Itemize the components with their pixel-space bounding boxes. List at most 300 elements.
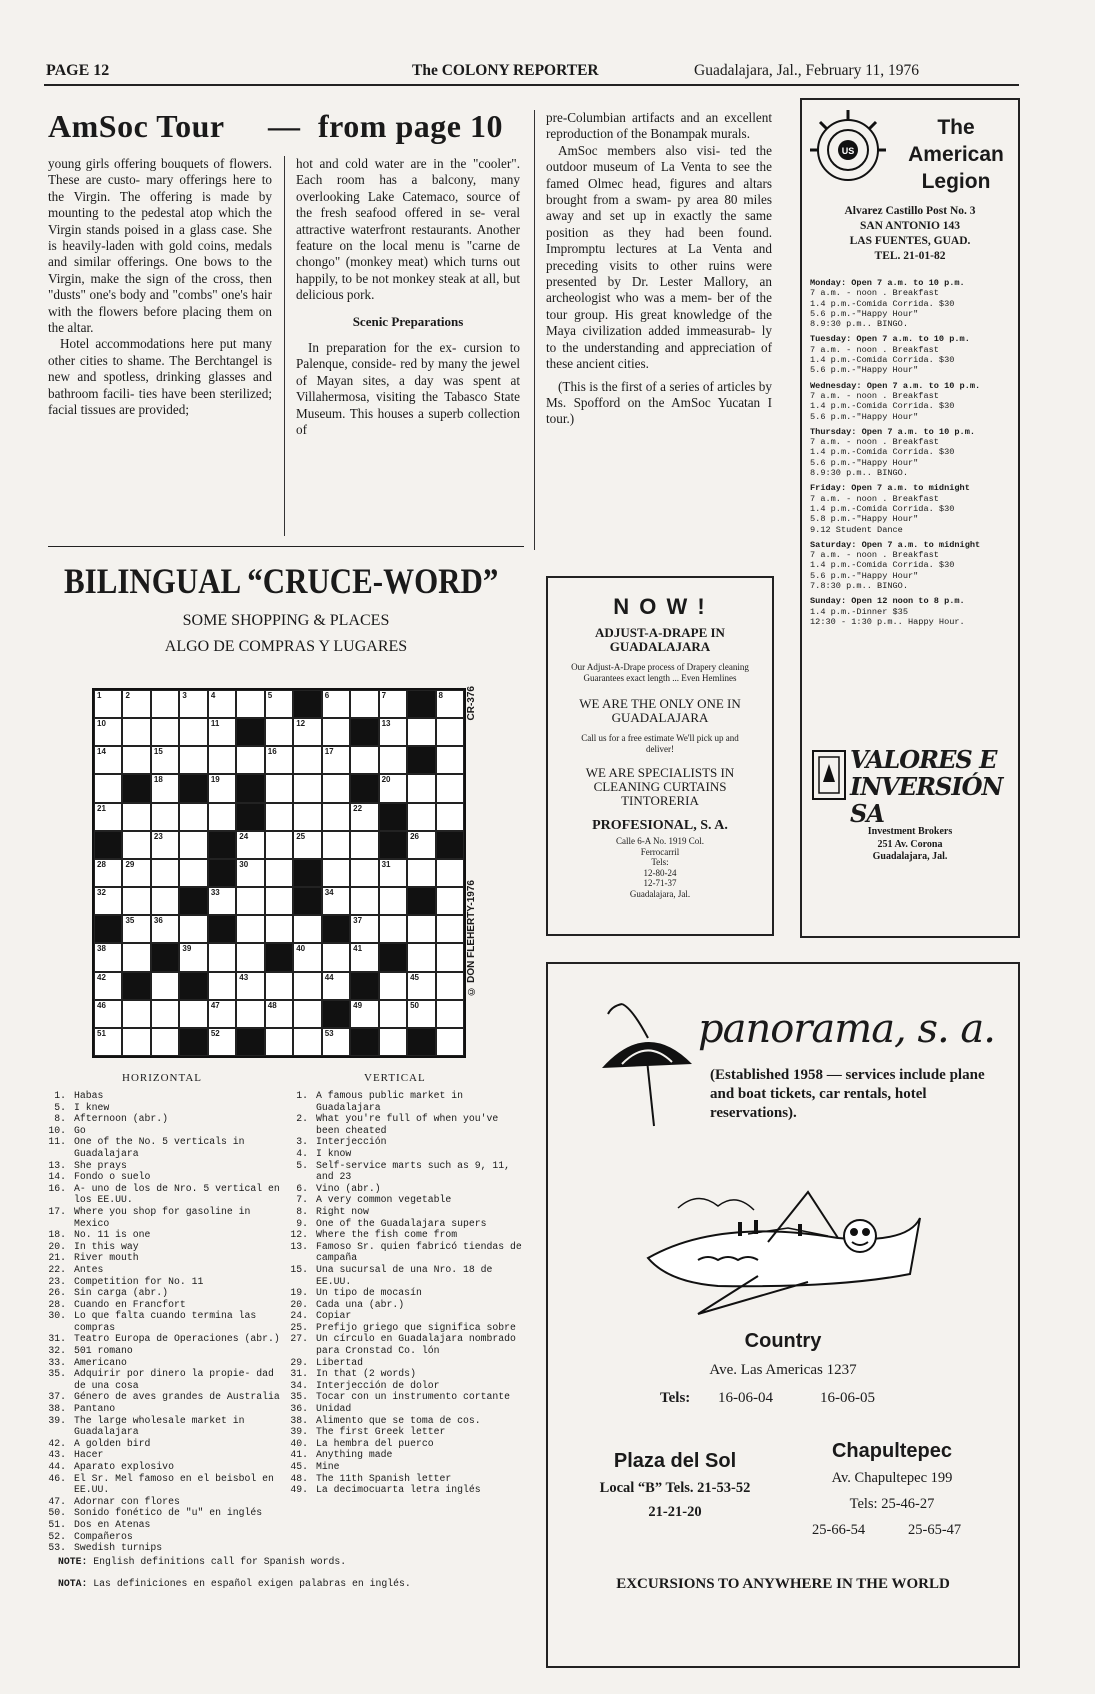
schedule-line: 1.4 p.m.-Dinner $35 [810, 606, 908, 617]
crossword-cell[interactable] [236, 690, 264, 718]
panorama-logo: panorama, s. a. [698, 1006, 995, 1052]
clue-text: Prefijo griego que significa sobre [316, 1321, 516, 1333]
crossword-cell[interactable] [436, 1000, 464, 1028]
cell-number: 5 [267, 691, 273, 700]
clue-item [40, 1171, 288, 1183]
clue-number: 15. [290, 1263, 308, 1275]
crossword-cell[interactable] [151, 915, 179, 943]
crossword-cell[interactable] [236, 746, 264, 774]
cell-number: 42 [97, 972, 106, 982]
clue-text: Competition for No. 11 [74, 1275, 204, 1287]
clue-number: 34. [290, 1379, 308, 1391]
crossword-cell[interactable] [379, 915, 407, 943]
cell-number: 35 [125, 916, 135, 926]
clue-text: Mine [316, 1461, 340, 1472]
headline-right: from page 10 [318, 108, 503, 144]
clue-text: La hembra del puerco [316, 1437, 434, 1449]
crossword-cell[interactable] [208, 803, 236, 831]
crossword-cell[interactable] [94, 943, 122, 971]
chapultepec-title: Chapultepec [831, 1440, 953, 1462]
clue-item [282, 1415, 527, 1427]
crossword-cell[interactable] [151, 972, 179, 1000]
cell-number: 36 [153, 916, 163, 926]
crossword-cell[interactable] [122, 943, 150, 971]
crossword-cell[interactable] [407, 831, 435, 859]
crossword-cell[interactable] [94, 690, 122, 718]
crossword-cell[interactable] [122, 1000, 150, 1028]
clue-text: Compañeros [74, 1530, 133, 1542]
article-col-2-para: hot and cold water are in the "cooler". Each room has a balcony, many overlooking Lake Catemaco, source of the fresh seafood offered in se- veral attractive waterfront restaurants. Another feature on the local menu is "carne de chongo" (monkey meat) which turns out happily, to be not monkey steak at all, but delicious pork. [296, 156, 520, 303]
drape-city: Guadalajara, Jal. [629, 888, 691, 899]
crossword-cell[interactable] [236, 1000, 264, 1028]
article-col-1 [48, 156, 272, 419]
crossword-cell[interactable] [379, 746, 407, 774]
cell-number: 22 [353, 803, 363, 813]
clue-number: 20. [290, 1298, 308, 1310]
clue-item [40, 1507, 288, 1519]
clue-text: A very common vegetable [316, 1194, 452, 1206]
nota-text: Las definiciones en español exigen palabras en inglés. [93, 1578, 411, 1589]
clue-text: Interjección de dolor [316, 1379, 440, 1391]
crossword-cell[interactable] [379, 1000, 407, 1028]
clue-text: Afternoon (abr.) [74, 1113, 169, 1125]
masthead-rule [44, 84, 1019, 86]
clue-text: A golden bird [74, 1437, 151, 1449]
crossword-cell[interactable] [407, 774, 435, 802]
crossword-cell[interactable] [436, 774, 464, 802]
clue-item [282, 1426, 527, 1438]
crossword-cell[interactable] [407, 915, 435, 943]
crossword-cell[interactable] [350, 915, 378, 943]
crossword-cell[interactable] [350, 831, 378, 859]
crossword-cell[interactable] [436, 887, 464, 915]
schedule-line: 9.12 Student Dance [810, 524, 903, 535]
crossword-cell[interactable] [293, 774, 321, 802]
crossword-black-cell [236, 718, 264, 746]
clue-text: Habas [74, 1090, 104, 1101]
clue-number: 53. [48, 1542, 66, 1554]
clue-item [40, 1531, 288, 1543]
crossword-cell[interactable] [265, 1000, 293, 1028]
crossword-cell[interactable] [236, 859, 264, 887]
crossword-cell[interactable] [322, 887, 350, 915]
clue-number: 25. [290, 1321, 308, 1333]
crossword-black-cell [407, 1028, 435, 1056]
crossword-cell[interactable] [151, 1000, 179, 1028]
crossword-cell[interactable] [94, 859, 122, 887]
crossword-cell[interactable] [236, 887, 264, 915]
crossword-cell[interactable] [94, 718, 122, 746]
cell-number: 41 [353, 944, 363, 954]
crossword-cell[interactable] [94, 1028, 122, 1056]
crossword-cell[interactable] [236, 915, 264, 943]
drape-addr: Calle 6-A No. 1919 Col. Ferrocarril [616, 836, 704, 857]
schedule-line: Saturday: Open 7 a.m. to midnight [810, 539, 981, 550]
crossword-cell[interactable] [265, 915, 293, 943]
clue-text: Self-service marts such as 9, 11, and 23 [316, 1159, 511, 1183]
crossword-cell[interactable] [94, 887, 122, 915]
note-es [58, 1578, 518, 1590]
airplane-cruise-ship-icon [638, 1178, 928, 1318]
crossword-cell[interactable] [208, 972, 236, 1000]
crossword-cell[interactable] [293, 915, 321, 943]
crossword-cell[interactable] [151, 859, 179, 887]
crossword-black-cell [236, 803, 264, 831]
cell-number: 23 [153, 831, 163, 841]
clue-item [282, 1310, 527, 1322]
drape-p2: Call us for a free estimate We'll pick up and deliver! [581, 733, 739, 754]
crossword-cell[interactable] [208, 690, 236, 718]
clue-number: 42. [48, 1437, 66, 1449]
dateline: Guadalajara, Jal., February 11, 1976 [694, 62, 919, 79]
schedule-line: 5.6 p.m.-"Happy Hour" [810, 308, 919, 319]
crossword-cell[interactable] [122, 746, 150, 774]
clue-text: Famoso Sr. quien fabricó tiendas de campaña [316, 1240, 522, 1264]
clue-item [282, 1357, 527, 1369]
crossword-black-cell [407, 690, 435, 718]
clue-text: Adornar con flores [74, 1495, 180, 1507]
drape-h4: TINTORERIA [621, 793, 699, 808]
crossword-cell[interactable] [179, 915, 207, 943]
column-divider [534, 110, 535, 550]
clue-number: 10. [48, 1124, 66, 1136]
crossword-cell[interactable] [322, 972, 350, 1000]
crossword-cell[interactable] [322, 718, 350, 746]
crossword-cell[interactable] [322, 803, 350, 831]
clue-item [40, 1519, 288, 1531]
crossword-cell[interactable] [293, 803, 321, 831]
crossword-black-cell [236, 1028, 264, 1056]
crossword-cell[interactable] [265, 831, 293, 859]
crossword-black-cell [208, 915, 236, 943]
clue-item [40, 1449, 288, 1461]
crossword-cell[interactable] [350, 859, 378, 887]
article-col-2-para-2: In preparation for the ex- cursion to Palenque, conside- red by many the jewel of Mayan sites, a day was spent at Villahermosa, visiting the Tabasco State Museum. This houses a superb collection of [296, 340, 520, 438]
crossword-cell[interactable] [436, 972, 464, 1000]
plaza-title: Plaza del Sol [613, 1450, 737, 1472]
clue-number: 27. [290, 1333, 308, 1345]
crossword-cell[interactable] [122, 690, 150, 718]
clue-number: 4. [296, 1147, 308, 1159]
valores-line1: Investment Brokers [867, 826, 953, 837]
crossword-cell[interactable] [293, 831, 321, 859]
cell-number: 31 [381, 859, 391, 869]
crossword-cell[interactable] [322, 1028, 350, 1056]
clue-number: 14. [48, 1171, 66, 1183]
clue-text: Libertad [316, 1356, 364, 1368]
clue-text: Dos en Atenas [74, 1518, 151, 1530]
crossword-black-cell [322, 1000, 350, 1028]
legion-addr1: SAN ANTONIO 143 [859, 220, 961, 232]
clue-item [40, 1357, 288, 1369]
clue-number: 41. [290, 1449, 308, 1461]
clue-item [40, 1299, 288, 1311]
clue-text: Anything made [316, 1449, 393, 1461]
crossword-cell[interactable] [208, 718, 236, 746]
crossword-cell[interactable] [350, 887, 378, 915]
cell-number: 1 [97, 691, 102, 700]
crossword-cell[interactable] [179, 943, 207, 971]
crossword-cell[interactable] [379, 972, 407, 1000]
cell-number: 13 [381, 719, 391, 729]
crossword-cell[interactable] [265, 803, 293, 831]
crossword-cell[interactable] [94, 746, 122, 774]
crossword-black-cell [350, 774, 378, 802]
crossword-cell[interactable] [322, 746, 350, 774]
crossword-cell[interactable] [208, 887, 236, 915]
clue-text: Americano [74, 1356, 127, 1368]
schedule-line: 5.6 p.m.-"Happy Hour" [810, 457, 919, 468]
crossword-cell[interactable] [151, 774, 179, 802]
crossword-cell[interactable] [151, 718, 179, 746]
clue-item [282, 1113, 527, 1136]
legion-emblem-text: US [841, 146, 855, 156]
crossword-cell[interactable] [407, 718, 435, 746]
clue-text: Sonido fonético de "u" en inglés [74, 1507, 263, 1519]
schedule-line: 7.8:30 p.m.. BINGO. [810, 581, 908, 592]
crossword-cell[interactable] [407, 859, 435, 887]
clue-text: No. 11 is one [74, 1229, 151, 1241]
crossword-cell[interactable] [151, 1028, 179, 1056]
crossword-cell[interactable] [94, 972, 122, 1000]
crossword-cell[interactable] [179, 746, 207, 774]
crossword-cell[interactable] [94, 774, 122, 802]
crossword-cell[interactable] [122, 803, 150, 831]
schedule-line: 1.4 p.m.-Comida Corrida. $30 [810, 401, 955, 412]
drape-now: N O W ! [613, 594, 707, 619]
crossword-cell[interactable] [407, 803, 435, 831]
crossword-cell[interactable] [379, 690, 407, 718]
crossword-cell[interactable] [94, 803, 122, 831]
article-col-3-para-3: (This is the first of a series of articles by Ms. Spofford on the AmSoc Yucatan I tour.) [546, 378, 772, 427]
note-en [58, 1556, 518, 1568]
crossword-cell[interactable] [122, 718, 150, 746]
crossword-cell[interactable] [179, 803, 207, 831]
crossword-cell[interactable] [436, 803, 464, 831]
crossword-cell[interactable] [322, 943, 350, 971]
schedule-line: 5.6 p.m.-"Happy Hour" [810, 365, 919, 376]
crossword-cell[interactable] [208, 774, 236, 802]
crossword-cell[interactable] [151, 831, 179, 859]
crossword-cell[interactable] [407, 972, 435, 1000]
legion-title-3: Legion [921, 170, 991, 193]
crossword-cell[interactable] [151, 887, 179, 915]
crossword-cell[interactable] [293, 746, 321, 774]
crossword-cell[interactable] [350, 803, 378, 831]
schedule-line: 7 a.m. - noon . Breakfast [810, 437, 939, 448]
crossword-cell[interactable] [436, 943, 464, 971]
crossword-cell[interactable] [322, 831, 350, 859]
crossword-cell[interactable] [436, 718, 464, 746]
crossword-black-cell [322, 915, 350, 943]
crossword-cell[interactable] [322, 859, 350, 887]
crossword-cell[interactable] [379, 859, 407, 887]
clue-item [40, 1229, 288, 1241]
article-col-3 [546, 110, 772, 428]
country-tel1: 16-06-04 [718, 1390, 773, 1406]
crossword-cell[interactable] [293, 1000, 321, 1028]
crossword-cell[interactable] [122, 1028, 150, 1056]
clue-item [282, 1229, 527, 1241]
crossword-cell[interactable] [379, 718, 407, 746]
clue-text: Antes [74, 1263, 104, 1275]
clue-item [40, 1438, 288, 1450]
crossword-cell[interactable] [265, 859, 293, 887]
crossword-cell[interactable] [179, 690, 207, 718]
crossword-cell[interactable] [293, 943, 321, 971]
clue-number: 38. [290, 1414, 308, 1426]
schedule-line: 5.6 p.m.-"Happy Hour" [810, 570, 919, 581]
crossword-cell[interactable] [322, 690, 350, 718]
clue-text: What you're full of when you've been cheated [316, 1113, 499, 1136]
crossword-cell[interactable] [265, 887, 293, 915]
crossword-copyright: © DON FLEHERTY-1976 [466, 880, 477, 997]
crossword-cell[interactable] [436, 746, 464, 774]
crossword-cell[interactable] [265, 774, 293, 802]
clue-number: 43. [48, 1449, 66, 1461]
crossword-cell[interactable] [179, 718, 207, 746]
crossword-cell[interactable] [236, 831, 264, 859]
crossword-cell[interactable] [379, 887, 407, 915]
clue-text: Aparato explosivo [74, 1461, 174, 1472]
crossword-cell[interactable] [179, 831, 207, 859]
clue-number: 31. [48, 1333, 66, 1345]
clue-item [282, 1148, 527, 1160]
clue-text: I know [316, 1147, 352, 1159]
clue-text: Adquirir por dinero la propie- dad de una cosa [74, 1368, 274, 1391]
crossword-cell[interactable] [436, 859, 464, 887]
crossword-cell[interactable] [179, 859, 207, 887]
clue-text: El Sr. Mel famoso en el beisbol en EE.UU. [74, 1472, 274, 1496]
clue-item [282, 1484, 527, 1496]
crossword-cell[interactable] [293, 1028, 321, 1056]
crossword-cell[interactable] [236, 943, 264, 971]
country-tel2: 16-06-05 [820, 1390, 875, 1406]
crossword-cell[interactable] [208, 1028, 236, 1056]
crossword-cell[interactable] [265, 972, 293, 1000]
crossword-black-cell [179, 774, 207, 802]
clue-text: Go [74, 1124, 86, 1136]
clue-item [282, 1380, 527, 1392]
crossword-cell[interactable] [208, 943, 236, 971]
schedule-line: 1.4 p.m.-Comida Corrida. $30 [810, 298, 955, 309]
crossword-cell[interactable] [265, 1028, 293, 1056]
clue-item [282, 1322, 527, 1334]
clue-item [282, 1160, 527, 1183]
schedule-line: 1.4 p.m.-Comida Corrida. $30 [810, 503, 955, 514]
crossword-cell[interactable] [208, 1000, 236, 1028]
cell-number: 38 [97, 944, 106, 954]
clue-item [282, 1287, 527, 1299]
schedule-line: 7 a.m. - noon . Breakfast [810, 288, 939, 299]
clue-number: 19. [290, 1287, 308, 1299]
legion-address [802, 204, 1018, 264]
clue-number: 28. [48, 1298, 66, 1310]
crossword-cell[interactable] [379, 774, 407, 802]
clue-text: Cuando en Francfort [74, 1298, 186, 1310]
crossword-cell[interactable] [151, 746, 179, 774]
crossword-black-cell [122, 972, 150, 1000]
crossword-cell[interactable] [407, 943, 435, 971]
crossword-cell[interactable] [122, 915, 150, 943]
clue-number: 35. [48, 1368, 66, 1380]
crossword-cell[interactable] [265, 690, 293, 718]
crossword-cell[interactable] [350, 943, 378, 971]
cell-number: 25 [296, 831, 306, 841]
crossword-black-cell [122, 774, 150, 802]
legion-post: Alvarez Castillo Post No. 3 [844, 205, 976, 217]
crossword-cell[interactable] [379, 1028, 407, 1056]
schedule-line: 8.9:30 p.m.. BINGO. [810, 468, 908, 479]
drape-tels-label: Tels: [651, 857, 669, 867]
clue-item [282, 1241, 527, 1264]
clue-item [282, 1299, 527, 1311]
drape-h3: WE ARE SPECIALISTS IN CLEANING CURTAINS [585, 765, 735, 794]
schedule-line: 7 a.m. - noon . Breakfast [810, 344, 939, 355]
schedule-line: 1.4 p.m.-Comida Corrida. $30 [810, 560, 955, 571]
crossword-cell[interactable] [122, 831, 150, 859]
legion-addr2: LAS FUENTES, GUAD. [849, 235, 971, 247]
drape-p1: Our Adjust-A-Drape process of Drapery cleaning Guarantees exact length ... Even Hemlines [571, 662, 749, 683]
crossword-cell[interactable] [436, 690, 464, 718]
crossword-cell[interactable] [179, 1000, 207, 1028]
crossword-cell[interactable] [407, 1000, 435, 1028]
crossword-cell[interactable] [436, 915, 464, 943]
crossword-cell[interactable] [350, 690, 378, 718]
cell-number: 24 [239, 831, 249, 841]
clue-text: Where the fish come from [316, 1229, 458, 1241]
crossword-cell[interactable] [436, 1028, 464, 1056]
crossword-cell[interactable] [151, 690, 179, 718]
article-col-3-para: pre-Columbian artifacts and an excellent reproduction of the Bonampak murals. [546, 110, 772, 142]
cell-number: 28 [97, 859, 106, 869]
clue-item [282, 1218, 527, 1230]
note-label: NOTE: [58, 1556, 88, 1567]
crossword-cell[interactable] [350, 1000, 378, 1028]
clue-item [40, 1496, 288, 1508]
clue-number: 47. [48, 1495, 66, 1507]
crossword-cell[interactable] [265, 718, 293, 746]
crossword-cell[interactable] [94, 1000, 122, 1028]
crossword-cell[interactable] [122, 859, 150, 887]
crossword-cell[interactable] [293, 972, 321, 1000]
clue-text: One of the Guadalajara supers [316, 1217, 487, 1229]
clue-text: River mouth [74, 1252, 139, 1264]
crossword-cell[interactable] [350, 746, 378, 774]
clue-number: 44. [48, 1461, 66, 1472]
clue-number: 20. [48, 1240, 66, 1252]
crossword-grid[interactable] [92, 688, 466, 1058]
crossword-black-cell [208, 859, 236, 887]
crossword-cell[interactable] [265, 746, 293, 774]
schedule-line: 7 a.m. - noon . Breakfast [810, 493, 939, 504]
clue-number: 48. [290, 1472, 308, 1484]
clue-item [282, 1403, 527, 1415]
section-rule [48, 546, 524, 547]
crossword-cell[interactable] [322, 774, 350, 802]
crossword-cell[interactable] [236, 972, 264, 1000]
crossword-cell[interactable] [293, 718, 321, 746]
crossword-black-cell [265, 943, 293, 971]
crossword-cell[interactable] [122, 887, 150, 915]
clue-text: Vino (abr.) [316, 1182, 381, 1194]
clue-text: One of the No. 5 verticals in Guadalajara [74, 1136, 245, 1159]
crossword-cell[interactable] [208, 746, 236, 774]
schedule-line: 1.4 p.m.-Comida Corrida. $30 [810, 447, 955, 458]
crossword-cell[interactable] [151, 803, 179, 831]
clue-number: 6. [296, 1182, 308, 1194]
clue-number: 33. [48, 1356, 66, 1368]
